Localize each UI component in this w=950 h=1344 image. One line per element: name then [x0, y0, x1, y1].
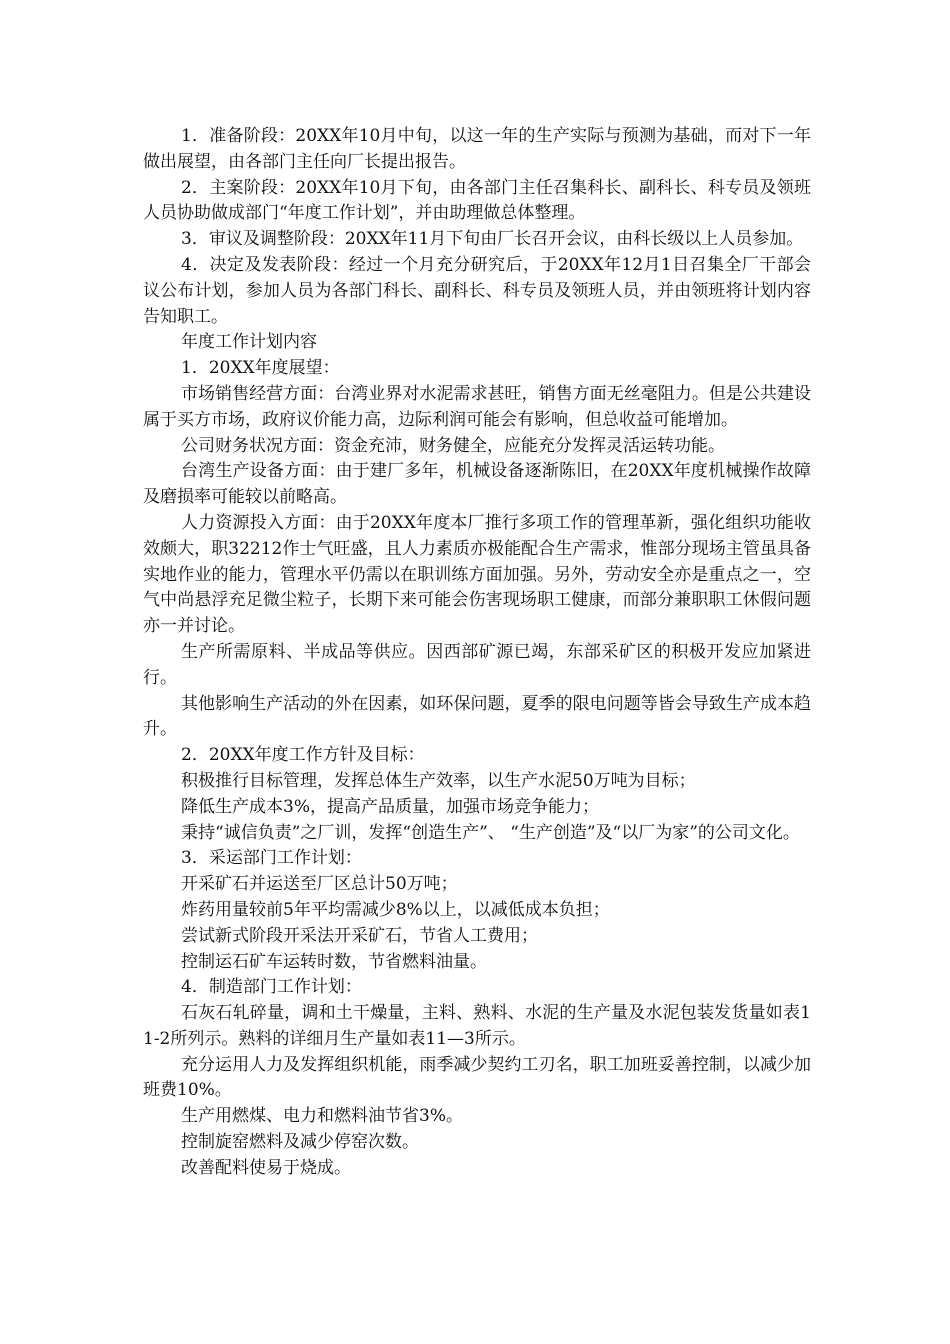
paragraph-new-method: 尝试新式阶段开采法开采矿石，节省人工费用；: [181, 925, 538, 946]
subheading-annual-outlook: 1．20XX年度展望：: [181, 358, 340, 379]
paragraph-labor-overtime: 充分运用人力及发挥组织机能，雨季减少契约工刃名，职工加班妥善控制，以减少加班费10%。: [143, 1054, 811, 1101]
section-heading-plan-content: 年度工作计划内容: [181, 332, 317, 353]
paragraph-prep-stage: 1．准备阶段：20XX年10月中旬，以这一年的生产实际与预测为基础，而对下一年做出展望，由各部门主任向厂长提出报告。: [143, 126, 811, 172]
subheading-policy-goals: 2．20XX年度工作方针及目标：: [181, 745, 425, 766]
subheading-manufacturing-plan: 4．制造部门工作计划：: [181, 977, 362, 998]
paragraph-equipment: 台湾生产设备方面：由于建厂多年，机械设备逐渐陈旧，在20XX年度机械操作故障及磨损率可能较以前略高。: [143, 461, 811, 508]
paragraph-kiln-control: 控制旋窑燃料及减少停窑次数。: [181, 1132, 419, 1153]
paragraph-goal-management: 积极推行目标管理，发挥总体生产效率，以生产水泥50万吨为目标；: [181, 770, 696, 791]
paragraph-company-culture: 秉持“诚信负责”之厂训，发挥“创造生产”、 “生产创造”及“以厂为家”的公司文化。: [181, 822, 800, 843]
subheading-mining-plan: 3．采运部门工作计划：: [181, 848, 362, 869]
paragraph-production-volume: 石灰石轧碎量，调和土干燥量，主料、熟料、水泥的生产量及水泥包装发货量如表11-2所列示。熟料的详细月生产量如表11—3所示。: [143, 1003, 811, 1049]
paragraph-energy-saving: 生产用燃煤、电力和燃料油节省3%。: [181, 1106, 463, 1127]
paragraph-explosives: 炸药用量较前5年平均需减少8%以上，以减低成本负担；: [181, 899, 610, 920]
paragraph-draft-stage: 2．主案阶段：20XX年10月下旬，由各部门主任召集科长、副科长、科专员及领班人员协助做成部门“年度工作计划”，并由助理做总体整理。: [143, 177, 811, 224]
paragraph-finance: 公司财务状况方面：资金充沛，财务健全，应能充分发挥灵活运转功能。: [181, 435, 725, 456]
paragraph-mining-volume: 开采矿石并运送至厂区总计50万吨；: [181, 874, 458, 895]
paragraph-raw-materials: 生产所需原料、半成品等供应。因西部矿源已竭，东部采矿区的积极开发应加紧进行。: [143, 641, 811, 688]
paragraph-cost-reduction: 降低生产成本3%，提高产品质量，加强市场竞争能力；: [181, 796, 599, 817]
paragraph-review-stage: 3．审议及调整阶段：20XX年11月下旬由厂长召开会议，由科长级以上人员参加。: [181, 229, 804, 250]
paragraph-decision-stage: 4．决定及发表阶段：经过一个月充分研究后，于20XX年12月1日召集全厂干部会议公布计划，参加人员为各部门科长、副科长、科专员及领班人员，并由领班将计划内容告知职工。: [143, 254, 811, 327]
paragraph-external-factors: 其他影响生产活动的外在因素，如环保问题，夏季的限电问题等皆会导致生产成本趋升。: [143, 693, 811, 740]
paragraph-truck-control: 控制运石矿车运转时数，节省燃料油量。: [181, 951, 487, 972]
paragraph-human-resources: 人力资源投入方面：由于20XX年度本厂推行多项工作的管理革新，强化组织功能收效颇大，职32212作士气旺盛，且人力素质亦极能配合生产需求，惟部分现场主管虽具备实地作业的能力，管理水平仍需以在职训练方面加强。另外，劳动安全亦是重点之一，空气中尚悬浮充足微尘粒子，长期下来可能会伤害现场职工健康，而部分兼职职工休假问题亦一并讨论。: [143, 512, 811, 637]
paragraph-market-sales: 市场销售经营方面：台湾业界对水泥需求甚旺，销售方面无丝毫阻力。但是公共建设属于买方市场，政府议价能力高，边际利润可能会有影响，但总收益可能增加。: [143, 383, 811, 430]
document-body: [143, 124, 811, 1182]
paragraph-batching: 改善配料使易于烧成。: [181, 1157, 351, 1178]
